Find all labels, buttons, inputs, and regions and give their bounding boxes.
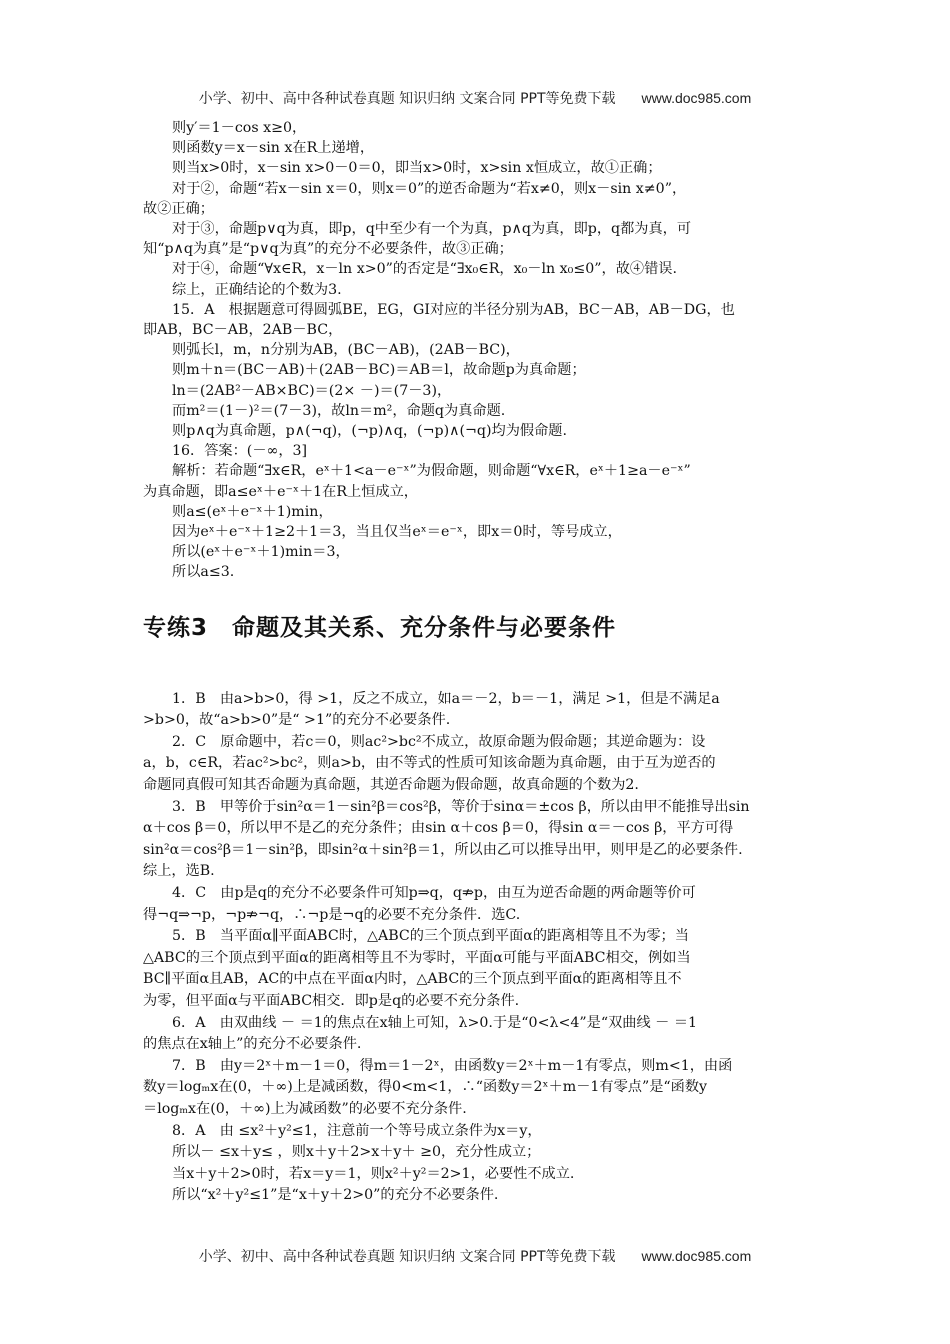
text-line: 6．A 由双曲线 － ＝1的焦点在x轴上可知，λ>0.于是“0<λ<4”是“双曲线 － ＝1	[172, 1014, 698, 1031]
text-line: 则当x>0时，x－sin x>0－0＝0，即当x>0时，x>sin x恒成立，故①正确；	[172, 160, 662, 177]
footer-text: 小学、初中、高中各种试卷真题 知识归纳 文案合同 PPT等免费下载	[198, 1249, 616, 1265]
text-line: 得¬q⇒¬p，¬p⇏¬q，∴¬p是¬q的必要不充分条件．选C.	[143, 906, 521, 923]
text-line: △ABC的三个顶点到平面α的距离相等且不为零时，平面α可能与平面ABC相交，例如当	[143, 949, 691, 966]
text-line: 16．答案：(－∞，3]	[172, 443, 308, 460]
text-line: 故②正确；	[143, 200, 214, 217]
text-line: 则a≤(eˣ＋e⁻ˣ＋1)min，	[172, 503, 333, 520]
text-line: 所以(eˣ＋e⁻ˣ＋1)min＝3，	[172, 544, 350, 561]
header-text: 小学、初中、高中各种试卷真题 知识归纳 文案合同 PPT等免费下载	[198, 91, 616, 107]
text-line: sin²α＝cos²β＝1－sin²β，即sin²α＋sin²β＝1，所以由乙可以推导出甲，则甲是乙的必要条件.	[143, 841, 743, 858]
document-body	[143, 118, 811, 1207]
text-line: 所以a≤3.	[172, 564, 235, 581]
text-line: 2．C 原命题中，若c＝0，则ac²>bc²不成立，故原命题为假命题；其逆命题为：设	[172, 733, 706, 750]
text-line: 综上，选B.	[143, 863, 215, 880]
section-title: 专练3 命题及其关系、充分条件与必要条件	[143, 614, 617, 641]
text-line: 而m²＝(1－)²＝(7－3)，故ln＝m²，命题q为真命题.	[172, 402, 506, 419]
page-footer	[0, 1246, 950, 1266]
text-line: 对于③，命题p∨q为真，即p，q中至少有一个为真，p∧q为真，即p，q都为真，可	[172, 221, 692, 238]
text-line: 4．C 由p是q的充分不必要条件可知p⇒q，q⇏p，由互为逆否命题的两命题等价可	[172, 885, 696, 902]
text-line: 为零，但平面α与平面ABC相交．即p是q的必要不充分条件.	[143, 992, 520, 1009]
header-site[interactable]: www.doc985.com	[641, 90, 752, 106]
text-line: 则函数y＝x－sin x在R上递增，	[172, 140, 375, 157]
text-line: 5．B 当平面α∥平面ABC时，△ABC的三个顶点到平面α的距离相等且不为零；当	[172, 928, 689, 945]
text-line: 7．B 由y＝2ˣ＋m－1＝0，得m＝1－2ˣ，由函数y＝2ˣ＋m－1有零点，则m<1，由函	[172, 1057, 733, 1074]
text-line: 因为eˣ＋e⁻ˣ＋1≥2＋1＝3，当且仅当eˣ＝e⁻ˣ，即x＝0时，等号成立，	[172, 524, 622, 541]
text-line: 8．A 由 ≤x²＋y²≤1，注意前一个等号成立条件为x＝y，	[172, 1122, 542, 1139]
text-line: 15．A 根据题意可得圆弧BE，EG，GI对应的半径分别为AB，BC－AB，AB－DG，也	[172, 301, 735, 318]
text-line: 则弧长l，m，n分别为AB，(BC－AB)，(2AB－BC)，	[172, 342, 520, 359]
text-line: 3．B 甲等价于sin²α＝1－sin²β＝cos²β，等价于sinα＝±cos β，所以由甲不能推导出sin	[172, 798, 750, 815]
text-line: ln＝(2AB²－AB×BC)＝(2× －)＝(7－3)，	[172, 382, 452, 399]
text-line: BC∥平面α且AB，AC的中点在平面α内时，△ABC的三个顶点到平面α的距离相等且不	[143, 971, 682, 988]
text-line: 1．B 由a>b>0，得 >1，反之不成立，如a＝－2，b＝－1，满足 >1，但是不满足a	[172, 690, 720, 707]
text-line: 解析：若命题“∃x∈R，eˣ＋1<a－e⁻ˣ”为假命题，则命题“∀x∈R，eˣ＋1≥a－e⁻ˣ”	[172, 463, 691, 480]
text-line: 综上，正确结论的个数为3.	[172, 281, 342, 298]
text-line: 当x＋y＋2>0时，若x＝y＝1，则x²＋y²＝2>1，必要性不成立.	[172, 1165, 575, 1182]
text-line: 的焦点在x轴上”的充分不必要条件.	[143, 1036, 362, 1053]
section-answers	[143, 689, 811, 1207]
text-line: 知“p∧q为真”是“p∨q为真”的充分不必要条件，故③正确；	[143, 241, 513, 258]
text-line: 为真命题，即a≤eˣ＋e⁻ˣ＋1在R上恒成立，	[143, 483, 418, 500]
text-line: α＋cos β＝0，所以甲不是乙的充分条件；由sin α＋cos β＝0，得sin α＝－cos β，平方可得	[143, 820, 734, 837]
text-line: ＝logₘx在(0，＋∞)上为减函数”的必要不充分条件.	[143, 1100, 467, 1117]
text-line: 所以“x²＋y²≤1”是“x＋y＋2>0”的充分不必要条件.	[172, 1187, 499, 1204]
page-header	[0, 88, 950, 108]
footer-site[interactable]: www.doc985.com	[641, 1248, 752, 1264]
text-line: 则m＋n＝(BC－AB)＋(2AB－BC)＝AB＝l，故命题p为真命题；	[172, 362, 586, 379]
text-line: >b>0，故“a>b>0”是“ >1”的充分不必要条件.	[143, 712, 451, 729]
text-line: 命题同真假可知其否命题为真命题，其逆否命题为假命题，故真命题的个数为2.	[143, 777, 639, 794]
text-line: 即AB，BC－AB，2AB－BC，	[143, 322, 343, 339]
text-line: 数y＝logₘx在(0，＋∞)上是减函数，得0<m<1，∴“函数y＝2ˣ＋m－1有零点”是“函数y	[143, 1079, 708, 1096]
text-line: 则p∧q为真命题，p∧(¬q)，(¬p)∧q，(¬p)∧(¬q)均为假命题.	[172, 423, 567, 440]
text-line: a，b，c∈R，若ac²>bc²，则a>b，由不等式的性质可知该命题为真命题，由于互为逆否的	[143, 755, 716, 772]
text-line: 则y′＝1－cos x≥0，	[172, 120, 307, 136]
text-line: 对于②，命题“若x－sin x＝0，则x＝0”的逆否命题为“若x≠0，则x－sin x≠0”，	[172, 180, 687, 197]
text-line: 所以－ ≤x＋y≤ ，则x＋y＋2>x＋y＋ ≥0，充分性成立；	[172, 1144, 541, 1161]
text-line: 对于④，命题“∀x∈R，x－ln x>0”的否定是“∃x₀∈R，x₀－ln x₀≤0”，故④错误.	[172, 261, 677, 278]
